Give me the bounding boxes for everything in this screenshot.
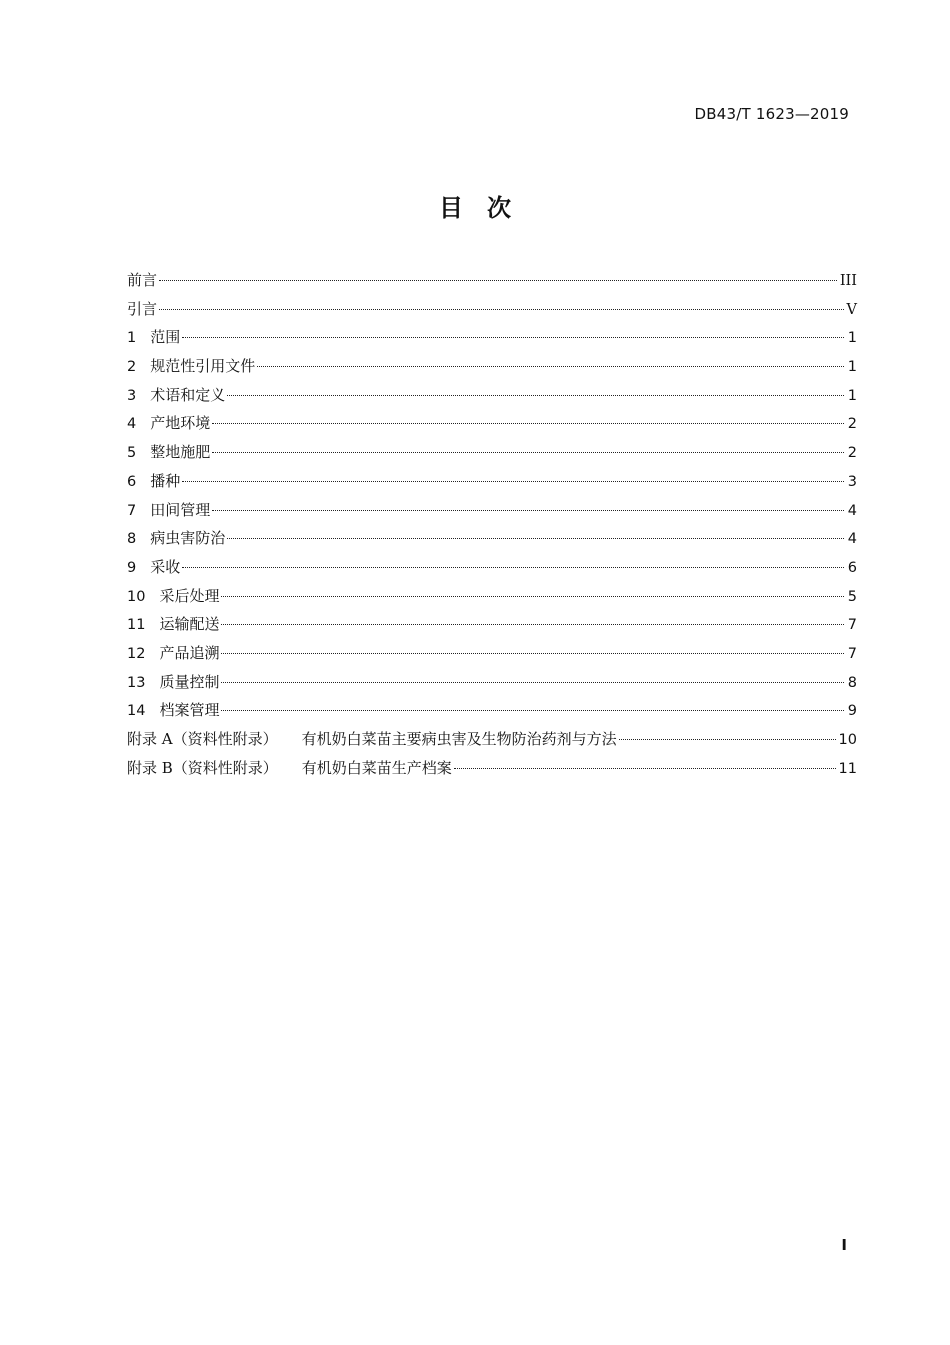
toc-entry[interactable] (127, 352, 857, 381)
toc-entry-page: 10 (838, 732, 857, 748)
toc-entry-label: 播种 (150, 471, 181, 490)
toc-entry-number: 7 (127, 502, 137, 519)
dot-leader (221, 710, 844, 711)
toc-entry-label: 病虫害防治 (150, 529, 226, 548)
toc-entry-number: 12 (127, 645, 146, 662)
toc-entry-number: 10 (127, 588, 146, 605)
toc-entry[interactable] (127, 696, 857, 725)
toc-entry[interactable] (127, 639, 857, 668)
standard-code: DB43/T 1623—2019 (694, 105, 849, 123)
dot-leader (619, 739, 836, 740)
toc-entry[interactable] (127, 553, 857, 582)
toc-entry-label: 前言 (127, 271, 158, 289)
toc-entry[interactable] (127, 524, 857, 553)
toc-entry[interactable] (127, 323, 857, 352)
toc-entry-label: 产地环境 (150, 414, 211, 433)
toc-entry[interactable] (127, 725, 857, 754)
toc-entry[interactable] (127, 610, 857, 639)
table-of-contents (127, 266, 857, 782)
dot-leader (212, 510, 844, 511)
toc-entry-number: 附录 A（资料性附录） (127, 730, 278, 748)
toc-entry[interactable] (127, 754, 857, 783)
dot-leader (454, 768, 836, 769)
dot-leader (221, 653, 844, 654)
toc-entry-number: 13 (127, 674, 146, 691)
toc-entry[interactable] (127, 668, 857, 697)
dot-leader (227, 395, 844, 396)
toc-entry-page: 1 (847, 387, 857, 404)
toc-entry-page: 8 (847, 674, 857, 691)
toc-entry-page: 7 (847, 617, 857, 634)
toc-entry-page: III (839, 273, 857, 289)
toc-entry-label: 范围 (150, 328, 181, 347)
dot-leader (221, 596, 844, 597)
toc-entry-label: 采收 (150, 557, 181, 576)
toc-entry-label: 采后处理 (159, 586, 220, 605)
toc-entry-number: 4 (127, 416, 137, 433)
dot-leader (227, 538, 844, 539)
toc-entry[interactable] (127, 409, 857, 438)
dot-leader (159, 309, 844, 310)
dot-leader (182, 337, 844, 338)
toc-entry-page: 5 (847, 588, 857, 605)
toc-entry-page: 1 (847, 330, 857, 347)
dot-leader (182, 567, 844, 568)
toc-entry-label: 术语和定义 (150, 385, 226, 404)
toc-entry-page: 1 (847, 359, 857, 376)
toc-entry-number: 8 (127, 531, 137, 548)
toc-entry[interactable] (127, 496, 857, 525)
dot-leader (212, 452, 844, 453)
dot-leader (159, 280, 837, 281)
toc-entry[interactable] (127, 467, 857, 496)
toc-entry-number: 5 (127, 445, 137, 462)
toc-entry-page: 2 (847, 416, 857, 433)
toc-entry-number: 1 (127, 330, 137, 347)
toc-entry-number: 14 (127, 703, 146, 720)
toc-entry-number: 6 (127, 473, 137, 490)
toc-entry-page: 7 (847, 645, 857, 662)
dot-leader (182, 481, 844, 482)
toc-entry-page: 11 (838, 760, 857, 777)
toc-entry-page: V (846, 301, 857, 318)
page-title: 目 次 (439, 194, 511, 222)
toc-entry[interactable] (127, 582, 857, 611)
dot-leader (221, 624, 844, 625)
toc-entry-number: 11 (127, 617, 146, 634)
page-number: I (841, 1236, 847, 1254)
toc-entry-label: 田间管理 (150, 500, 211, 519)
toc-entry-label: 整地施肥 (150, 443, 211, 462)
toc-entry-number: 3 (127, 387, 137, 404)
toc-entry[interactable] (127, 381, 857, 410)
toc-entry-label: 产品追溯 (159, 643, 220, 662)
toc-entry-label: 引言 (127, 299, 158, 318)
dot-leader (221, 682, 844, 683)
toc-entry[interactable] (127, 266, 857, 295)
dot-leader (212, 423, 844, 424)
toc-entry-number: 2 (127, 359, 137, 376)
dot-leader (257, 366, 844, 367)
toc-entry-label: 有机奶白菜苗主要病虫害及生物防治药剂与方法 (301, 730, 617, 748)
toc-entry-number: 附录 B（资料性附录） (127, 758, 278, 777)
toc-entry-label: 质量控制 (159, 672, 220, 691)
toc-entry-page: 4 (847, 531, 857, 548)
toc-entry-label: 运输配送 (159, 615, 220, 634)
toc-entry-page: 9 (847, 703, 857, 720)
toc-entry[interactable] (127, 438, 857, 467)
toc-entry-label: 规范性引用文件 (150, 357, 256, 376)
toc-entry-number: 9 (127, 559, 137, 576)
toc-entry-page: 6 (847, 559, 857, 576)
toc-entry-page: 2 (847, 445, 857, 462)
toc-entry-page: 3 (847, 473, 857, 490)
toc-entry-label: 有机奶白菜苗生产档案 (301, 758, 452, 777)
toc-entry-label: 档案管理 (159, 701, 220, 720)
toc-entry-page: 4 (847, 502, 857, 519)
toc-entry[interactable] (127, 295, 857, 324)
